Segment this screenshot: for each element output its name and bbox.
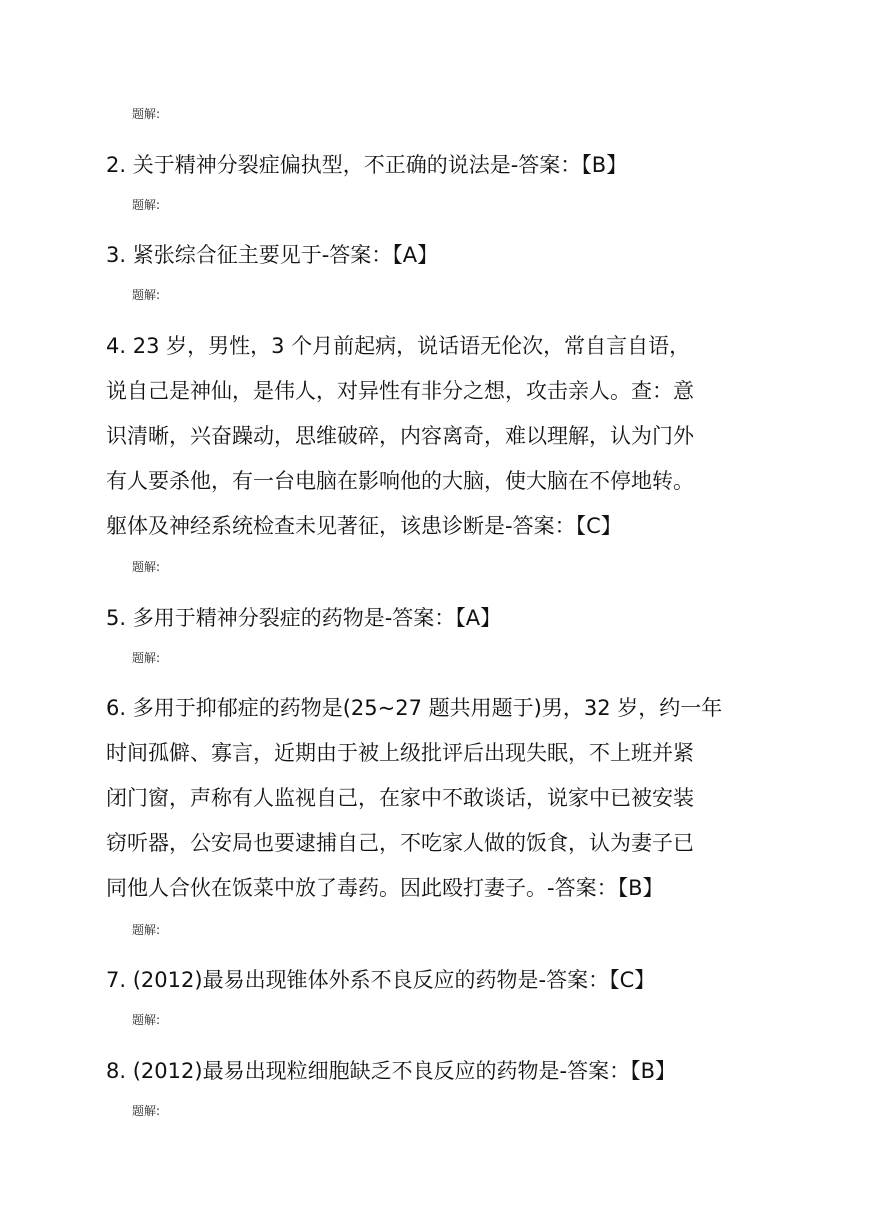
question-line: 说自己是神仙，是伟人，对异性有非分之想，攻击亲人。查：意	[106, 379, 694, 403]
question-number: 7.	[106, 968, 127, 992]
question-line	[106, 958, 766, 1003]
question-line: 有人要杀他，有一台电脑在影响他的大脑，使大脑在不停地转。	[106, 469, 694, 493]
question-8	[106, 1049, 766, 1094]
question-2	[106, 143, 766, 188]
question-line: 闭门窗，声称有人监视自己，在家中不敢谈话，说家中已被安装	[106, 786, 694, 810]
question-line	[106, 143, 766, 188]
question-line	[106, 233, 766, 278]
explanation-label: 题解:	[132, 107, 161, 121]
question-number: 3.	[106, 243, 127, 267]
explanation-label: 题解:	[132, 288, 161, 302]
question-text: 紧张综合征主要见于-答案：【A】	[132, 243, 439, 267]
explanation-label: 题解:	[132, 198, 161, 212]
question-line	[106, 324, 766, 369]
question-line: 躯体及神经系统检查未见著征，该患诊断是-答案：【C】	[106, 514, 622, 538]
question-line: 同他人合伙在饭菜中放了毒药。因此殴打妻子。-答案：【B】	[106, 876, 664, 900]
explanation-label: 题解:	[132, 1013, 161, 1027]
question-number: 2.	[106, 153, 127, 177]
question-number: 4.	[106, 334, 127, 358]
question-4	[106, 324, 766, 549]
question-line: 时间孤僻、寡言，近期由于被上级批评后出现失眠，不上班并紧	[106, 741, 694, 765]
question-text: 多用于抑郁症的药物是(25~27 题共用题于)男，32 岁，约一年	[132, 696, 723, 720]
explanation-label: 题解:	[132, 560, 161, 574]
question-line	[106, 1049, 766, 1094]
question-number: 5.	[106, 606, 127, 630]
question-number: 6.	[106, 696, 127, 720]
explanation-label: 题解:	[132, 923, 161, 937]
explanation-label: 题解:	[132, 651, 161, 665]
question-5	[106, 596, 766, 641]
explanation-label: 题解:	[132, 1104, 161, 1118]
question-number: 8.	[106, 1059, 127, 1083]
question-text: (2012)最易出现粒细胞缺乏不良反应的药物是-答案：【B】	[132, 1059, 677, 1083]
question-line	[106, 686, 766, 731]
question-line: 窃听器，公安局也要逮捕自己，不吃家人做的饭食，认为妻子已	[106, 831, 694, 855]
question-6	[106, 686, 766, 911]
question-text: 23 岁，男性，3 个月前起病，说话语无伦次，常自言自语，	[132, 334, 691, 358]
question-line	[106, 596, 766, 641]
question-line: 识清晰，兴奋躁动，思维破碎，内容离奇，难以理解，认为门外	[106, 424, 694, 448]
question-3	[106, 233, 766, 278]
question-text: (2012)最易出现锥体外系不良反应的药物是-答案：【C】	[132, 968, 656, 992]
question-text: 多用于精神分裂症的药物是-答案：【A】	[132, 606, 502, 630]
question-text: 关于精神分裂症偏执型，不正确的说法是-答案：【B】	[132, 153, 628, 177]
question-7	[106, 958, 766, 1003]
